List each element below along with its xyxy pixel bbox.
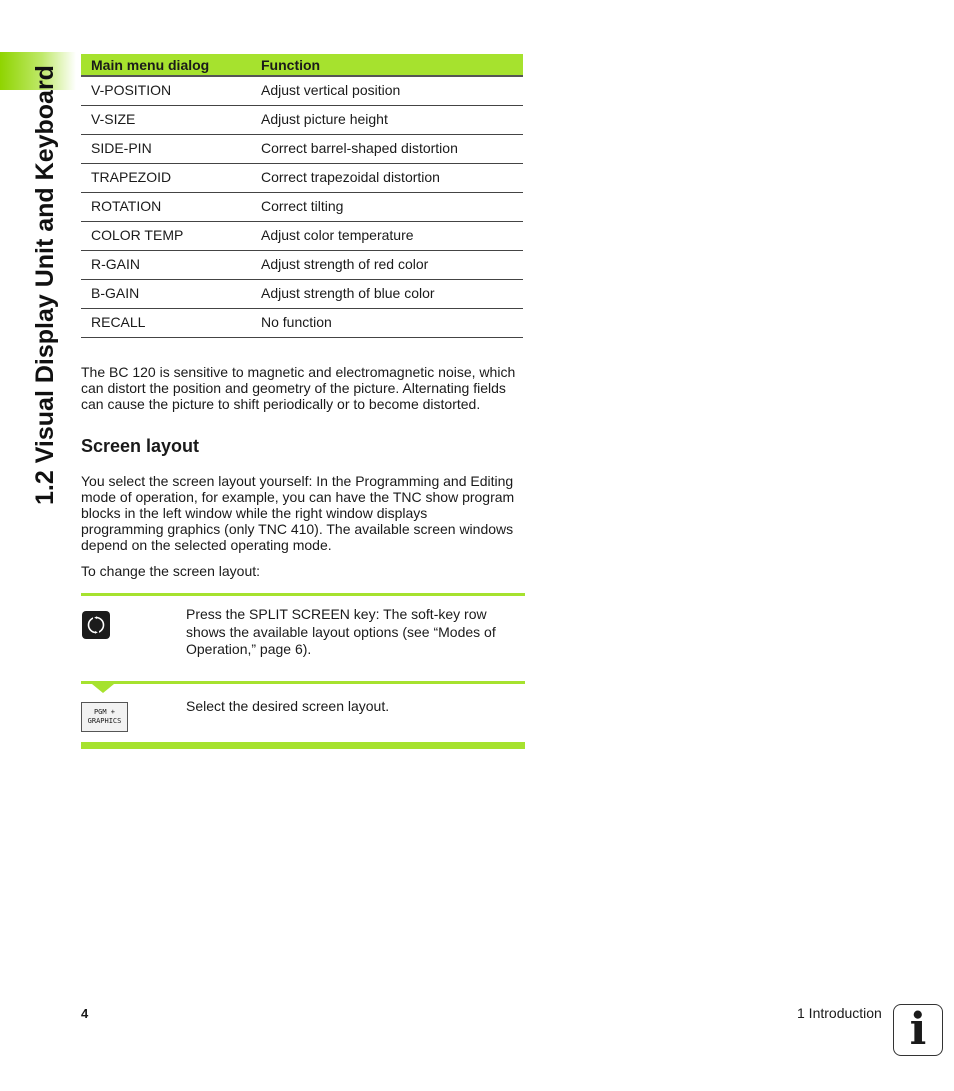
- step-line: Operation,” page 6).: [186, 641, 312, 657]
- paragraph-line: The BC 120 is sensitive to magnetic and electromagnetic noise, which: [81, 364, 516, 380]
- paragraph-line: mode of operation, for example, you can have the TNC show program: [81, 489, 515, 505]
- layout-paragraph: [81, 473, 526, 553]
- step-divider: [81, 681, 525, 684]
- table-cell: V-POSITION: [81, 76, 251, 105]
- step-divider: [81, 593, 525, 596]
- table-cell: RECALL: [81, 308, 251, 337]
- split-screen-key-icon: [82, 611, 110, 639]
- table-row: [81, 250, 523, 279]
- table-row: [81, 134, 523, 163]
- chapter-side-title: 1.2 Visual Display Unit and Keyboard: [31, 65, 59, 505]
- softkey-label: PGM +: [93, 708, 116, 716]
- table-cell: V-SIZE: [81, 105, 251, 134]
- table-cell: B-GAIN: [81, 279, 251, 308]
- page-number: 4: [81, 1006, 89, 1021]
- paragraph-line: depend on the selected operating mode.: [81, 537, 332, 553]
- table-cell: SIDE-PIN: [81, 134, 251, 163]
- table-cell: Adjust strength of red color: [251, 250, 523, 279]
- info-icon: i: [893, 1004, 943, 1056]
- main-menu-table: [81, 54, 523, 338]
- table-cell: Adjust color temperature: [251, 221, 523, 250]
- table-cell: Correct barrel-shaped distortion: [251, 134, 523, 163]
- table-cell: ROTATION: [81, 192, 251, 221]
- table-cell: COLOR TEMP: [81, 221, 251, 250]
- table-cell: Adjust vertical position: [251, 76, 523, 105]
- step-1-text: [186, 606, 516, 659]
- table-cell: R-GAIN: [81, 250, 251, 279]
- paragraph-line: programming graphics (only TNC 410). The available screen windows: [81, 521, 514, 537]
- paragraph-line: can distort the position and geometry of the picture. Alternating fields: [81, 380, 506, 396]
- table-row: [81, 163, 523, 192]
- instruction-intro: To change the screen layout:: [81, 563, 261, 579]
- table-row: [81, 105, 523, 134]
- section-heading: Screen layout: [81, 436, 200, 456]
- table-cell: No function: [251, 308, 523, 337]
- step-line: Select the desired screen layout.: [186, 698, 390, 714]
- step-2-text: [186, 698, 516, 716]
- table-cell: Adjust strength of blue color: [251, 279, 523, 308]
- refresh-circle-icon: [85, 614, 107, 636]
- chapter-footer: 1 Introduction: [797, 1005, 882, 1021]
- table-row: [81, 76, 523, 105]
- table-row: [81, 192, 523, 221]
- table-cell: Correct trapezoidal distortion: [251, 163, 523, 192]
- table-cell: Adjust picture height: [251, 105, 523, 134]
- table-header-row: [81, 54, 523, 76]
- arrow-down-icon: [92, 684, 114, 693]
- step-line: shows the available layout options (see “Modes of: [186, 623, 496, 640]
- table-row: [81, 308, 523, 337]
- table-cell: Correct tilting: [251, 192, 523, 221]
- table-row: [81, 279, 523, 308]
- noise-paragraph: [81, 364, 526, 412]
- pgm-graphics-softkey-icon: [81, 702, 128, 732]
- table-row: [81, 221, 523, 250]
- step-line: Press the SPLIT SCREEN key: The soft-key row: [186, 606, 487, 622]
- step-end-bar: [81, 742, 525, 749]
- softkey-label: GRAPHICS: [87, 717, 122, 725]
- paragraph-line: blocks in the left window while the right window displays: [81, 505, 428, 521]
- table-cell: TRAPEZOID: [81, 163, 251, 192]
- paragraph-line: You select the screen layout yourself: In the Programming and Editing: [81, 473, 514, 489]
- paragraph-line: can cause the picture to shift periodically or to become distorted.: [81, 396, 481, 412]
- column-header: Function: [251, 54, 523, 76]
- column-header: Main menu dialog: [81, 54, 251, 76]
